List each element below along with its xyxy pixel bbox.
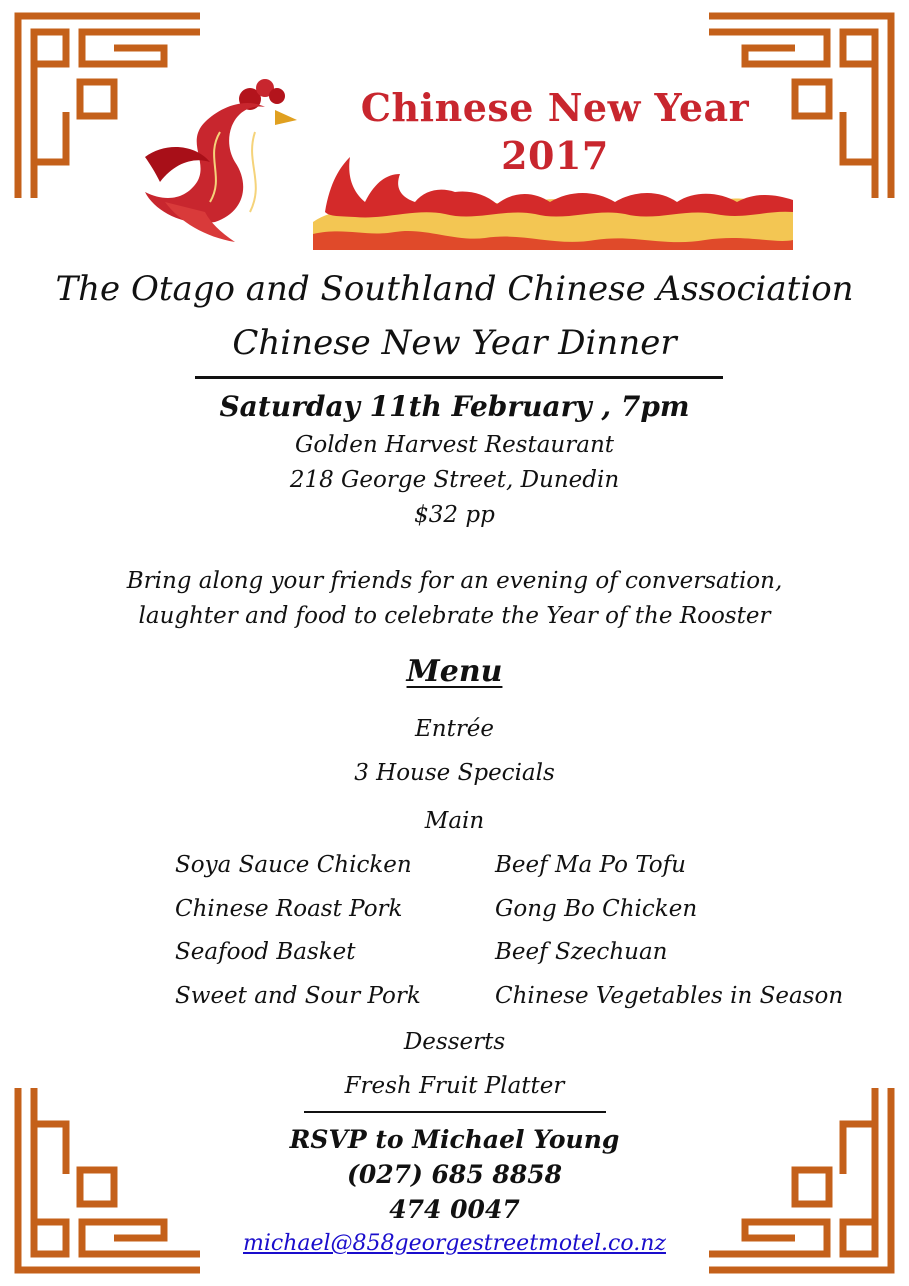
rsvp-phone-2: 474 0047 — [389, 1195, 520, 1224]
menu-item: Soya Sauce Chicken — [175, 852, 412, 878]
invitation-text — [0, 564, 909, 634]
divider-bottom — [304, 1111, 606, 1113]
venue-address: 218 George Street, Dunedin — [289, 467, 620, 493]
venue-name: Golden Harvest Restaurant — [294, 432, 615, 458]
org-name: The Otago and Southland Chinese Association — [55, 269, 854, 309]
event-name: Chinese New Year Dinner — [232, 323, 677, 363]
header-banner — [125, 62, 793, 250]
dessert-label: Desserts — [403, 1029, 506, 1055]
rsvp-phone-1: (027) 685 8858 — [346, 1160, 562, 1189]
invitation-line-1: Bring along your friends for an evening of conversation, — [126, 568, 783, 594]
menu-item: Chinese Vegetables in Season — [495, 982, 844, 1009]
dessert-item: Fresh Fruit Platter — [344, 1073, 565, 1099]
menu-item: Beef Ma Po Tofu — [495, 852, 686, 878]
menu-item: Sweet and Sour Pork — [175, 982, 421, 1009]
invitation-line-2: laughter and food to celebrate the Year of the Rooster — [138, 603, 771, 629]
rsvp-line: RSVP to Michael Young — [289, 1125, 620, 1154]
menu-item: Beef Szechuan — [495, 939, 668, 965]
menu-item: Gong Bo Chicken — [495, 895, 698, 922]
menu-item: Seafood Basket — [175, 939, 356, 965]
price: $32 pp — [414, 502, 495, 528]
banner-title-line2: 2017 — [501, 133, 609, 178]
venue-block — [0, 428, 909, 533]
menu-heading-text: Menu — [406, 654, 503, 689]
entree-item: 3 House Specials — [354, 760, 555, 786]
event-heading — [0, 262, 909, 370]
main-items-right — [495, 849, 843, 1023]
email-link[interactable]: michael@858georgestreetmotel.co.nz — [243, 1231, 666, 1256]
rooster-icon — [145, 79, 297, 242]
menu-heading — [0, 652, 909, 692]
rsvp-block — [0, 1122, 909, 1227]
main-label: Main — [424, 808, 485, 834]
event-date: Saturday 11th February , 7pm — [219, 390, 690, 423]
menu-item: Chinese Roast Pork — [175, 895, 403, 922]
banner-title-line1: Chinese New Year — [360, 85, 750, 130]
banner-title — [345, 84, 765, 180]
main-items-left — [175, 849, 421, 1023]
divider-top — [195, 376, 723, 379]
entree-label: Entrée — [414, 716, 495, 742]
rsvp-email — [0, 1228, 909, 1260]
